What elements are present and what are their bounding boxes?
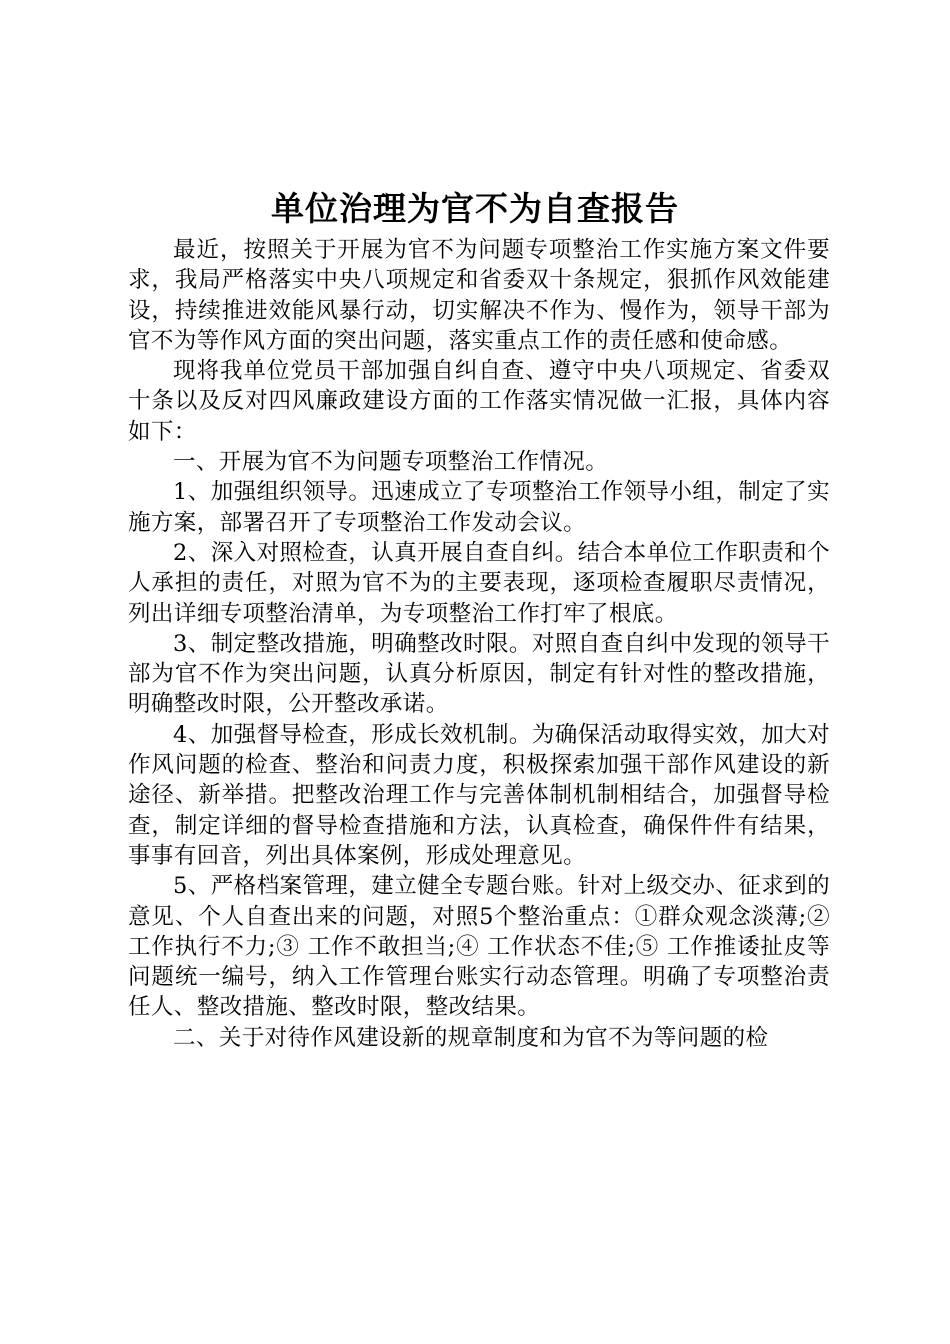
paragraph-item-1: 1、加强组织领导。迅速成立了专项整治工作领导小组，制定了实施方案，部署召开了专项整治工作发动会议。 — [128, 479, 830, 536]
paragraph-item-4: 4、加强督导检查，形成长效机制。为确保活动取得实效，加大对作风问题的检查、整治和问责力度，积极探索加强干部作风建设的新途径、新举措。把整改治理工作与完善体制机制相结合，加强督导检查，制定详细的督导检查措施和方法，认真检查，确保件件有结果，事事有回音，列出具体案例，形成处理意见。 — [128, 721, 830, 869]
document-title: 单位治理为官不为自查报告 — [271, 189, 679, 228]
paragraph-item-5: 5、严格档案管理，建立健全专题台账。针对上级交办、征求到的意见、个人自查出来的问题，对照5个整治重点：①群众观念淡薄;② 工作执行不力;③ 工作不敢担当;④ 工作状态不佳;⑤ 工作推诿扯皮等问题统一编号，纳入工作管理台账实行动态管理。明确了专项整治责任人、整改措施、整改时限，整改结果。 — [128, 873, 830, 1021]
paragraph-summary: 现将我单位党员干部加强自纠自查、遵守中央八项规定、省委双十条以及反对四风廉政建设方面的工作落实情况做一汇报，具体内容如下： — [128, 358, 830, 445]
section-heading-2: 二、关于对待作风建设新的规章制度和为官不为等问题的检 — [173, 1024, 769, 1051]
document-body — [128, 235, 830, 1053]
paragraph-item-2: 2、深入对照检查，认真开展自查自纠。结合本单位工作职责和个人承担的责任，对照为官不为的主要表现，逐项检查履职尽责情况，列出详细专项整治清单，为专项整治工作打牢了根底。 — [128, 539, 830, 627]
paragraph-item-3: 3、制定整改措施，明确整改时限。对照自查自纠中发现的领导干部为官不作为突出问题，认真分析原因，制定有针对性的整改措施，明确整改时限，公开整改承诺。 — [128, 630, 830, 718]
section-heading-1: 一、开展为官不为问题专项整治工作情况。 — [173, 449, 609, 476]
paragraph-intro: 最近，按照关于开展为官不为问题专项整治工作实施方案文件要求，我局严格落实中央八项规定和省委双十条规定，狠抓作风效能建设，持续推进效能风暴行动，切实解决不作为、慢作为，领导干部为官不为等作风方面的突出问题，落实重点工作的责任感和使命感。 — [128, 237, 830, 354]
